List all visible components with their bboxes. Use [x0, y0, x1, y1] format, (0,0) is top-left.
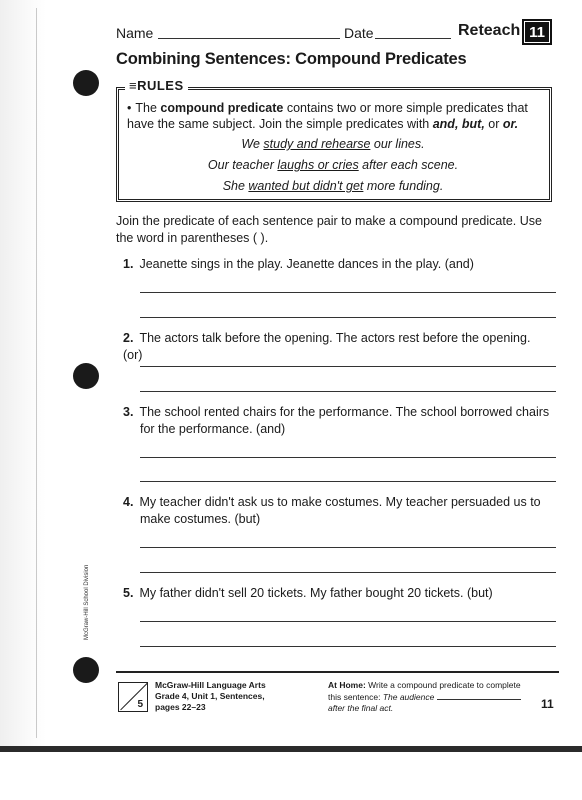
answer-line[interactable] — [140, 646, 556, 647]
rules-heading: ≡ RULES — [125, 78, 188, 93]
name-field[interactable] — [158, 38, 340, 39]
rules-conjunction-or: or. — [502, 117, 519, 131]
page-reference-icon — [118, 682, 148, 712]
book-reference — [155, 680, 266, 713]
exercise-item — [123, 494, 555, 528]
at-home-text: Write a compound predicate to complete this sentence: — [328, 680, 521, 702]
page-title: Combining Sentences: Compound Predicates — [116, 50, 467, 68]
lesson-number-badge: 11 — [522, 19, 552, 45]
exercise-number: 2. — [123, 331, 134, 345]
date-label: Date — [344, 25, 374, 41]
date-field[interactable] — [375, 38, 451, 39]
name-label: Name — [116, 25, 154, 41]
at-home-activity — [328, 680, 528, 714]
answer-line[interactable] — [140, 621, 556, 622]
footer-rule — [116, 671, 559, 673]
answer-line[interactable] — [140, 481, 556, 482]
exercise-text: The school rented chairs for the performance. The school borrowed chairs for the performance. (and) — [139, 405, 550, 436]
scan-edge-line — [36, 8, 37, 738]
rules-example: She wanted but didn't get more funding. — [222, 179, 444, 193]
exercise-item — [123, 256, 553, 273]
exercise-number: 4. — [123, 495, 134, 509]
rules-text — [127, 100, 539, 194]
exercise-number: 3. — [123, 405, 134, 419]
rules-conjunctions: and, but, — [432, 117, 485, 131]
reteach-label: Reteach — [458, 22, 521, 39]
at-home-sentence-end: after the final act. — [328, 703, 394, 713]
answer-line[interactable] — [140, 317, 556, 318]
answer-line[interactable] — [140, 366, 556, 367]
page-number: 11 — [541, 697, 554, 711]
answer-line[interactable] — [140, 391, 556, 392]
binder-hole-bottom — [73, 657, 99, 683]
rules-text-part: The — [135, 101, 161, 115]
rules-box — [116, 78, 552, 202]
exercise-item — [123, 404, 555, 438]
book-grade-unit: Grade 4, Unit 1, Sentences, — [155, 691, 265, 701]
worksheet-header — [116, 22, 552, 46]
publisher-side-text: McGraw-Hill School Division — [84, 564, 90, 640]
binder-hole-top — [73, 70, 99, 96]
slash-mark — [120, 683, 148, 711]
rules-term: compound predicate — [160, 101, 284, 115]
book-title: McGraw-Hill Language Arts — [155, 680, 266, 690]
exercise-item — [123, 585, 553, 602]
rules-example: Our teacher laughs or cries after each scene. — [207, 158, 459, 172]
rules-text-part: or — [484, 117, 503, 131]
scan-bottom-edge — [0, 746, 582, 752]
book-pages: pages 22–23 — [155, 702, 206, 712]
answer-line[interactable] — [140, 547, 556, 548]
rules-text-part: contains two or more simple predicates that have the same subject. Join the simple predicates with — [127, 101, 528, 131]
at-home-sentence-start: The audience — [382, 692, 435, 702]
instructions: Join the predicate of each sentence pair to make a compound predicate. Use the word in parentheses ( ). — [116, 214, 542, 245]
exercise-number: 1. — [123, 257, 134, 271]
answer-line[interactable] — [140, 457, 556, 458]
exercise-item — [123, 330, 553, 364]
exercise-text: My teacher didn't ask us to make costumes. My teacher persuaded us to make costumes. (but) — [139, 495, 541, 526]
binder-hole-middle — [73, 363, 99, 389]
bullet-icon: • — [127, 101, 132, 115]
rules-example: We study and rehearse our lines. — [241, 137, 425, 151]
exercise-number: 5. — [123, 586, 134, 600]
scan-edge-shadow — [0, 0, 46, 748]
page-icon-number: 5 — [137, 699, 143, 710]
answer-line[interactable] — [140, 292, 556, 293]
at-home-blank[interactable] — [437, 691, 521, 700]
exercise-text: The actors talk before the opening. The actors rest before the opening. (or) — [123, 331, 531, 362]
exercise-text: My father didn't sell 20 tickets. My father bought 20 tickets. (but) — [139, 586, 493, 600]
answer-line[interactable] — [140, 572, 556, 573]
exercise-text: Jeanette sings in the play. Jeanette dances in the play. (and) — [139, 257, 474, 271]
at-home-label: At Home: — [328, 680, 366, 690]
